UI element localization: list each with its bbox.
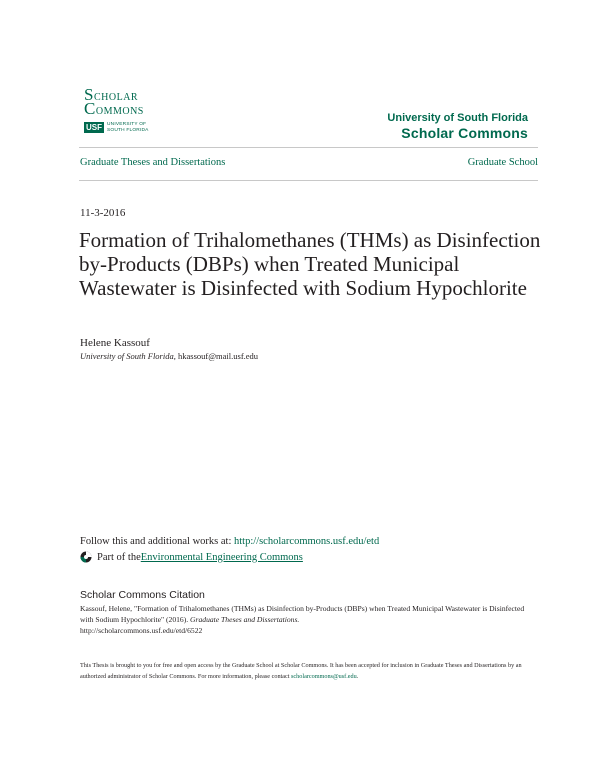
scholar-commons-logo[interactable] xyxy=(84,86,158,136)
contact-email-link[interactable]: scholarcommons@usf.edu xyxy=(291,673,357,680)
divider-bottom xyxy=(79,180,538,181)
institution-header xyxy=(387,111,528,141)
discipline-link[interactable]: Environmental Engineering Commons xyxy=(140,551,303,563)
affiliation-name: University of South Florida xyxy=(80,351,174,361)
logo-line-scholar: SCHOLAR xyxy=(84,85,139,104)
department-link[interactable]: Graduate School xyxy=(467,157,538,168)
author-name: Helene Kassouf xyxy=(80,337,150,349)
author-affiliation xyxy=(80,351,258,361)
part-of-line: Part of the Environmental Engineering Commons xyxy=(80,551,303,563)
author-email[interactable]: , hkassouf@mail.usf.edu xyxy=(173,351,259,361)
collection-link[interactable]: Graduate Theses and Dissertations xyxy=(80,157,226,168)
usf-badge: USF xyxy=(86,123,102,132)
university-name[interactable]: University of South Florida xyxy=(387,112,528,124)
divider-top xyxy=(79,147,538,148)
document-title: Formation of Trihalomethanes (THMs) as Disinfection by-Products (DBPs) when Treated Municipal Wastewater is Disinfected with Sodium Hypochlorite xyxy=(79,228,541,300)
repository-name[interactable]: Scholar Commons xyxy=(401,125,528,141)
follow-line: Follow this and additional works at: http://scholarcommons.usf.edu/etd xyxy=(80,536,380,547)
citation-text: Kassouf, Helene, "Formation of Trihalomethanes (THMs) as Disinfection by-Products (DBPs) when Treated Municipal Wastewater is Disinfected with Sodium Hypochlorite" (2016). Graduate Theses and Dissertations. http://scholarcommons.usf.edu/etd/6522 xyxy=(80,604,525,635)
publication-date: 11-3-2016 xyxy=(80,207,126,219)
usf-wordmark: UNIVERSITY OF SOUTH FLORIDA xyxy=(107,122,149,133)
access-notice: This Thesis is brought to you for free and open access by the Graduate School at Scholar Commons. It has been accepted for inclusion in Graduate Theses and Dissertations by an authorized administrator of Scholar Commons. For more information, please contact scholarcommons@usf.edu. xyxy=(80,662,522,680)
logo-line-commons: COMMONS xyxy=(84,99,144,118)
citation-url[interactable]: http://scholarcommons.usf.edu/etd/6522 xyxy=(80,626,203,635)
citation-heading: Scholar Commons Citation xyxy=(80,589,205,601)
follow-link[interactable]: http://scholarcommons.usf.edu/etd xyxy=(234,536,380,547)
network-logo-icon xyxy=(80,551,92,563)
